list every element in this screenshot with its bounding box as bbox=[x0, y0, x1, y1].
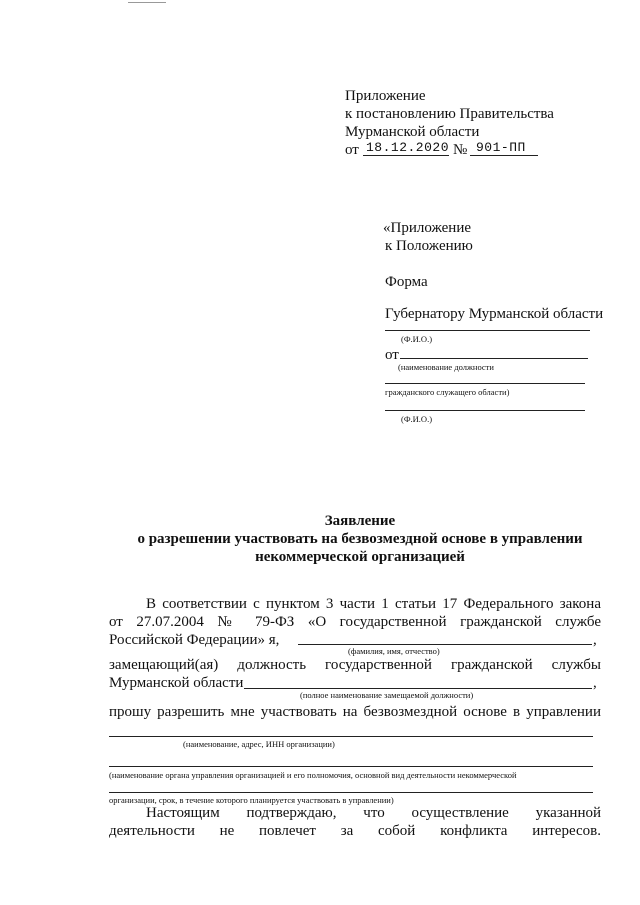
p1-line3-end: , bbox=[593, 632, 597, 648]
statement-subtitle-2: некоммерческой организацией bbox=[255, 549, 465, 565]
appendix-number-prefix: № bbox=[453, 142, 468, 158]
appendix-title: Приложение bbox=[345, 88, 426, 104]
org-hint: (наименование, адрес, ИНН организации) bbox=[183, 739, 335, 749]
addressee-fio-line bbox=[385, 330, 590, 331]
appendix-date: 18.12.2020 bbox=[366, 140, 450, 155]
from-position-hint-1: (наименование должности bbox=[398, 362, 494, 372]
p1-line1: В соответствии с пунктом 3 части 1 статьи 17 Федерального закона bbox=[146, 596, 601, 612]
p2-line1: замещающий(ая) должность государственной гражданской службы bbox=[109, 657, 601, 673]
inner-appendix-ref: к Положению bbox=[385, 238, 473, 254]
addressee: Губернатору Мурманской области bbox=[385, 306, 604, 322]
p1-line2: от 27.07.2004 № 79-ФЗ «О государственной гражданской службе bbox=[109, 614, 601, 630]
from-position-line-2 bbox=[385, 383, 585, 384]
p4-line1: Настоящим подтверждаю, что осуществление указанной bbox=[146, 805, 601, 821]
p2-line2-start: Мурманской области bbox=[109, 675, 244, 691]
position-hint: (полное наименование замещаемой должности) bbox=[300, 690, 474, 700]
inner-appendix-title: «Приложение bbox=[383, 220, 472, 236]
fio-hint: (фамилия, имя, отчество) bbox=[348, 646, 440, 656]
p4-line2: деятельности не повлечет за собой конфликта интересов. bbox=[109, 823, 601, 839]
org-input-line bbox=[109, 736, 593, 737]
appendix-region: Мурманской области bbox=[345, 124, 480, 140]
org-body-hint-1: (наименование органа управления организацией и его полномочия, основной вид деятельности некоммерческой bbox=[109, 770, 517, 780]
org-body-line-2 bbox=[109, 792, 593, 793]
from-prefix: от bbox=[385, 347, 399, 363]
org-body-hint-2: организации, срок, в течение которого планируется участвовать в управлении) bbox=[109, 795, 394, 805]
statement-title: Заявление bbox=[324, 513, 396, 529]
appendix-date-prefix: от bbox=[345, 142, 359, 158]
appendix-date-underline bbox=[363, 155, 449, 156]
appendix-number: 901-ПП bbox=[476, 140, 526, 155]
addressee-fio-hint: (Ф.И.О.) bbox=[401, 334, 433, 344]
scan-artifact-line bbox=[128, 2, 166, 3]
from-position-line bbox=[400, 358, 588, 359]
statement-subtitle-1: о разрешении участвовать на безвозмездной основе в управлении bbox=[137, 531, 583, 547]
position-input-line bbox=[244, 688, 592, 689]
fio-input-line bbox=[298, 644, 592, 645]
from-fio-hint: (Ф.И.О.) bbox=[401, 414, 433, 424]
p2-line2-end: , bbox=[593, 675, 597, 691]
appendix-decree: к постановлению Правительства bbox=[345, 106, 554, 122]
org-body-line-1 bbox=[109, 766, 593, 767]
appendix-number-underline bbox=[470, 155, 538, 156]
p3-line1: прошу разрешить мне участвовать на безвозмездной основе в управлении bbox=[109, 704, 601, 720]
from-fio-line bbox=[385, 410, 585, 411]
p1-line3-start: Российской Федерации» я, bbox=[109, 632, 280, 648]
form-label: Форма bbox=[385, 274, 428, 290]
from-position-hint-2: гражданского служащего области) bbox=[385, 387, 510, 397]
